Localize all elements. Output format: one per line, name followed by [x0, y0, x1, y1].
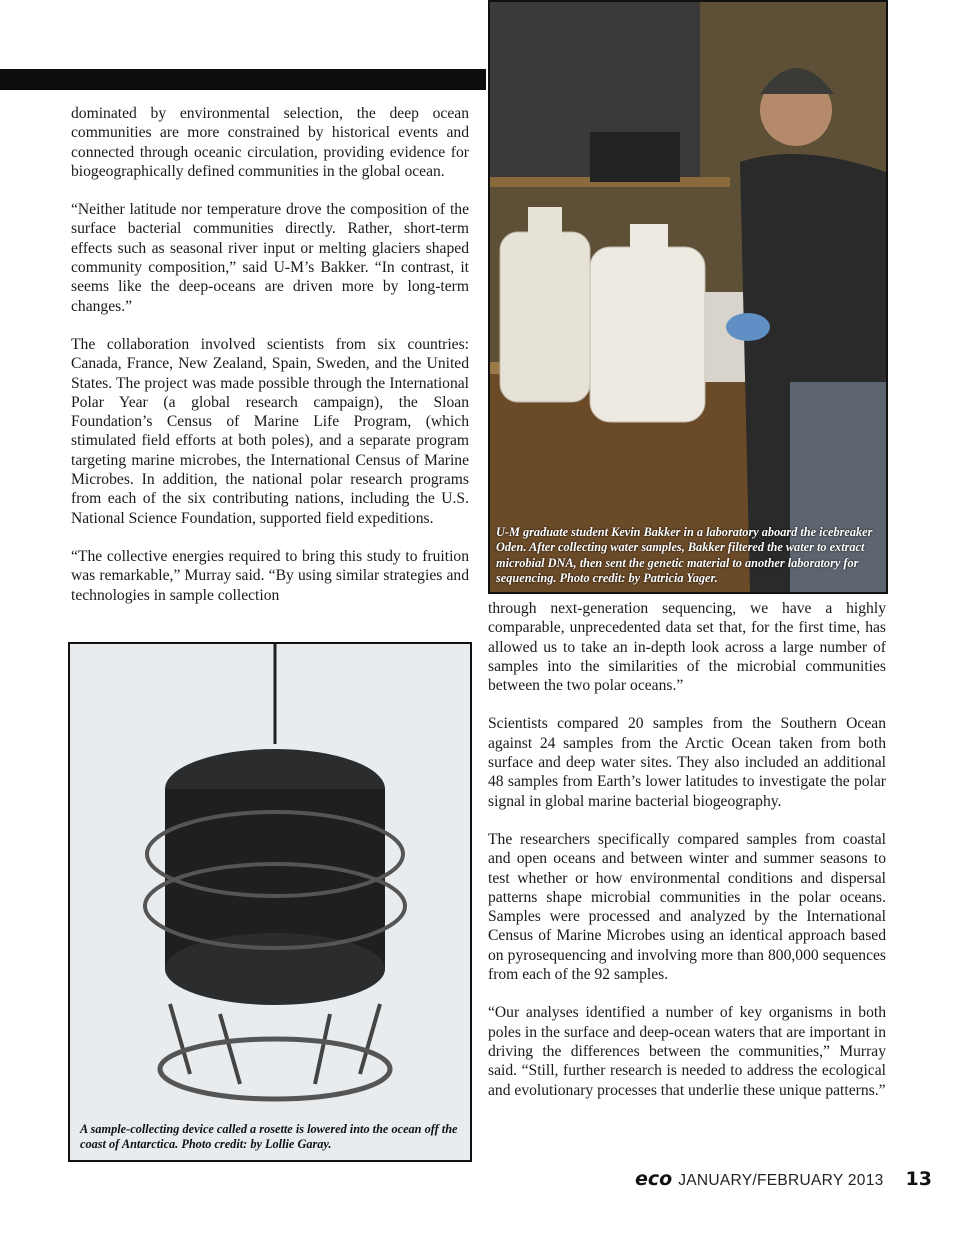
- paragraph: The collaboration involved scientists from six countries: Canada, France, New Zealand, Spain, Sweden, and the United States. The project was made possible through the International Polar Year (a global research campaign), the Sloan Foundation’s Census of Marine Life Program, (which stimulated field efforts at both poles), and a separate program targeting marine microbes, the International Census of Marine Microbes. In addition, the national polar research programs from each of the six contributing nations, including the U.S. National Science Foundation, supported field expeditions.: [71, 335, 469, 527]
- page-number: 13: [905, 1168, 932, 1190]
- paragraph: through next-generation sequencing, we have a highly comparable, unprecedented data set that, for the first time, has allowed us to take an in-depth look across a large number of samples into the similarities of the microbial communities between the two polar oceans.”: [488, 600, 886, 695]
- lab-photo: [488, 0, 888, 594]
- paragraph: “The collective energies required to bring this study to fruition was remarkable,” Murray said. “By using similar strategies and technologies in sample collection: [71, 547, 469, 604]
- rosette-photo-caption: A sample-collecting device called a rosette is lowered into the ocean off the coast of Antarctica. Photo credit: by Lollie Garay.: [80, 1121, 458, 1151]
- paragraph: The researchers specifically compared samples from coastal and open oceans and between winter and summer seasons to test whether or how environmental conditions and dispersal patterns shape microbial communities in the polar oceans. Samples were processed and analyzed by the International Census of Marine Microbes using an identical approach based on pyrosequencing and involving more than 800,000 sequences from each of the 92 samples.: [488, 830, 886, 984]
- lab-scene-illustration: [490, 2, 886, 592]
- header-bar: [0, 69, 486, 90]
- paragraph: “Our analyses identified a number of key organisms in both poles in the surface and deep-ocean waters that are important in driving the differences between the communities,” Murray said. “Still, further research is needed to address the ecological and evolutionary processes that underlie these unique patterns.”: [488, 1004, 886, 1099]
- page-footer: [635, 1168, 932, 1192]
- magazine-brand: eco: [635, 1168, 673, 1190]
- paragraph: Scientists compared 20 samples from the Southern Ocean against 24 samples from the Arctic Ocean taken from both surface and deep water sites. They also included an additional 48 samples from Earth’s lower latitudes to investigate the polar signal in global marine bacterial biogeography.: [488, 715, 886, 810]
- rosette-photo: [68, 642, 472, 1162]
- paragraph: dominated by environmental selection, the deep ocean communities are more constrained by historical events and connected through oceanic circulation, providing evidence for biogeographically defined communities in the global ocean.: [71, 105, 469, 180]
- right-column: [488, 599, 886, 1119]
- lab-photo-caption: U-M graduate student Kevin Bakker in a laboratory aboard the icebreaker Oden. After collecting water samples, Bakker filtered the water to extract microbial DNA, then sent the genetic material to another laboratory for sequencing. Photo credit: by Patricia Yager.: [496, 525, 873, 585]
- issue-date: JANUARY/FEBRUARY 2013: [678, 1172, 884, 1189]
- rosette-illustration: [70, 644, 470, 1160]
- paragraph: “Neither latitude nor temperature drove the composition of the surface bacterial communities directly. Rather, short-term effects such as seasonal river input or melting glaciers shaped community composition,” said U-M’s Bakker. “In contrast, it seems like the deep-oceans are driven more by long-term changes.”: [71, 201, 469, 315]
- left-column: [71, 104, 469, 624]
